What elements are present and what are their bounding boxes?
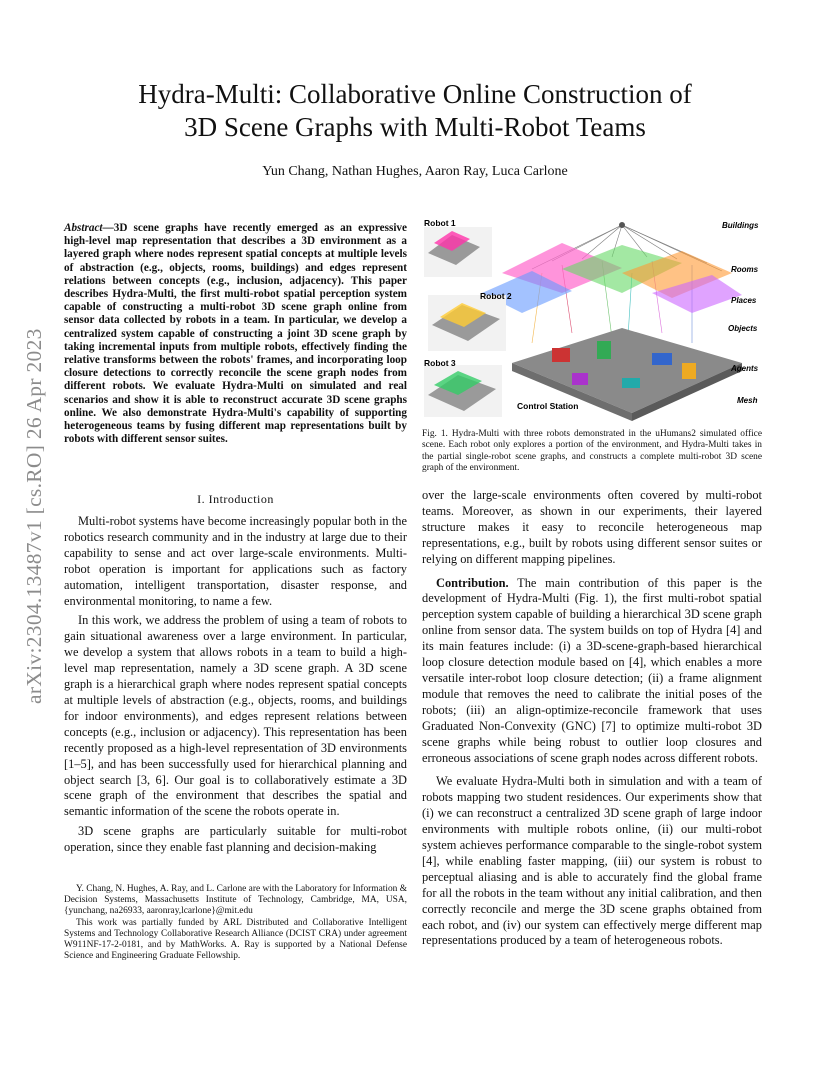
robot-3-inset <box>424 365 502 417</box>
figure-1 <box>422 213 762 423</box>
scene-graph-figure <box>422 213 762 423</box>
abstract-lead: Abstract <box>64 222 103 234</box>
robot-1-label: Robot 1 <box>424 218 456 228</box>
footnote-funding: This work was partially funded by ARL Distributed and Collaborative Intelligent Systems and Technology Collaborative Research Alliance (DCIST CRA) under agreement W911NF-17-2-0181, and by MathWorks. A. Ray is supported by a National Defense Science and Engineering Graduate Fellowship. <box>64 917 407 962</box>
contribution-label: Contribution. <box>436 575 509 590</box>
abstract-text: —3D scene graphs have recently emerged as an expressive high-level map representation that describes a 3D environment as a layered graph where nodes represent spatial concepts at multiple levels of abstraction (e.g., objects, rooms, buildings) and edges represent relations between concepts (e.g., inclusion, adjacency). This paper describes Hydra-Multi, the first multi-robot spatial perception system capable of constructing a multi-robot 3D scene graph online from sensor data collected by robots in a team. In particular, we develop a centralized system capable of constructing a joint 3D scene graph by taking incremental inputs from multiple robots, effectively finding the relative transforms between the robots' frames, and incorporating loop closure detections to correctly reconcile the scene graph nodes from different robots. We evaluate Hydra-Multi on simulated and real scenarios and show it is able to reconstruct accurate 3D scene graphs online. We also demonstrate Hydra-Multi's capability of supporting heterogeneous teams by fusing different map representations built by robots with different sensor suites. <box>64 222 407 446</box>
layer-label-agents: Agents <box>731 364 759 373</box>
title-line-2: 3D Scene Graphs with Multi-Robot Teams <box>184 112 646 142</box>
layer-label-buildings: Buildings <box>722 221 759 230</box>
footnotes <box>64 884 407 962</box>
intro-paragraph-2: In this work, we address the problem of using a team of robots to gain situational awareness over a large environment. In particular, we develop a system that allows robots in a team to build a high-level map representation, namely a 3D scene graph. A 3D scene graph is a hierarchical graph where nodes represent spatial concepts at multiple levels of abstraction (e.g., objects, rooms, and buildings for indoor environments), and edges represent relations between concepts (e.g., inclusion or adjacency). This representation has been recently proposed as a high-level representation of 3D environments [1–5], and has been successfully used for hierarchical planning and object search [3, 6]. Our goal is to collaboratively estimate a 3D scene graph of the environment that describes the spatial and semantic information of the scene the robots operate in. <box>64 613 407 819</box>
building-node <box>619 222 625 228</box>
layer-label-mesh: Mesh <box>737 396 758 405</box>
intro-paragraph-3: 3D scene graphs are particularly suitable for multi-robot operation, since they enable fast planning and decision-making <box>64 824 407 855</box>
figure-caption: Fig. 1. Hydra-Multi with three robots demonstrated in the uHumans2 simulated office scene. Each robot only explores a portion of the environment, and Hydra-Multi takes in the partial single-robot scene graphs, and constructs a complete multi-robot 3D scene graph of the environment. <box>422 429 762 473</box>
paper-title <box>80 78 750 144</box>
right-paragraph-0: over the large-scale environments often covered by multi-robot teams. Moreover, as shown in our experiments, their layered structure makes it easy to reconcile heterogeneous map representations, e.g., built by robots using different sensor suites or relying on different mapping pipelines. <box>422 488 762 566</box>
authors: Yun Chang, Nathan Hughes, Aaron Ray, Luca Carlone <box>262 164 568 179</box>
abstract <box>64 222 407 446</box>
layer-label-rooms: Rooms <box>731 265 759 274</box>
contribution-paragraph <box>422 576 762 767</box>
arxiv-stamp: arXiv:2304.13487v1 [cs.RO] 26 Apr 2023 <box>22 328 46 704</box>
section-heading: I. Introduction <box>197 492 274 506</box>
layer-label-objects: Objects <box>728 324 758 333</box>
intro-body <box>64 514 407 860</box>
right-paragraph-2: We evaluate Hydra-Multi both in simulation and with a team of robots mapping two student residences. Our experiments show that (i) we can reconstruct a centralized 3D scene graph of large indoor environments with multiple robots online, (ii) our multi-robot system achieves performance comparable to the single-robot system [4], while enabling faster mapping, (iii) our system is robust to perceptual aliasing and is able to accurately find the global frame for all the robots in the team without any initial calibration, and then correctly reconcile and merge the 3D scene graphs obtained from each robot, and (iv) our system can effectively merge different map representations produced by a team of heterogeneous robots. <box>422 774 762 948</box>
footnote-affiliation: Y. Chang, N. Hughes, A. Ray, and L. Carlone are with the Laboratory for Information & Decision Systems, Massachusetts Institute of Technology, Cambridge, MA, USA, {yunchang, na26933, aaronray,lcarlone}@mit.edu <box>64 884 407 917</box>
robot-2-inset <box>428 295 506 351</box>
layer-label-places: Places <box>731 296 757 305</box>
contribution-text: The main contribution of this paper is the development of Hydra-Multi (Fig. 1), the first multi-robot spatial perception system capable of building a hierarchical 3D scene graph online from sensor data. The system builds on top of Hydra [4] and its main features include: (i) a 3D-scene-graph-based hierarchical loop closure detection module based on [4], which enables a more versatile inter-robot loop closure detection; (ii) a frame alignment module that removes the need to calibrate the initial poses of the robots; (iii) an align-optimize-reconcile framework that uses Graduated Non-Convexity (GNC) [7] to optimize multi-robot 3D scene graphs while being robust to outlier loop closures and erroneous associations of scene graph nodes across different robots. <box>422 575 762 765</box>
control-station-label: Control Station <box>517 401 579 411</box>
right-column-body <box>422 488 762 953</box>
robot-2-label: Robot 2 <box>480 291 512 301</box>
intro-paragraph-1: Multi-robot systems have become increasingly popular both in the robotics research community and in the industry at large due to their capability to sense and act over large-scale environments. Multi-robot operation is important for applications such as factory automation, intelligent transportation, disaster response, and environmental monitoring, to name a few. <box>64 514 407 608</box>
room-layer <box>482 243 742 313</box>
robot-3-label: Robot 3 <box>424 358 456 368</box>
title-line-1: Hydra-Multi: Collaborative Online Construction of <box>138 79 692 109</box>
robot-1-inset <box>424 227 492 277</box>
